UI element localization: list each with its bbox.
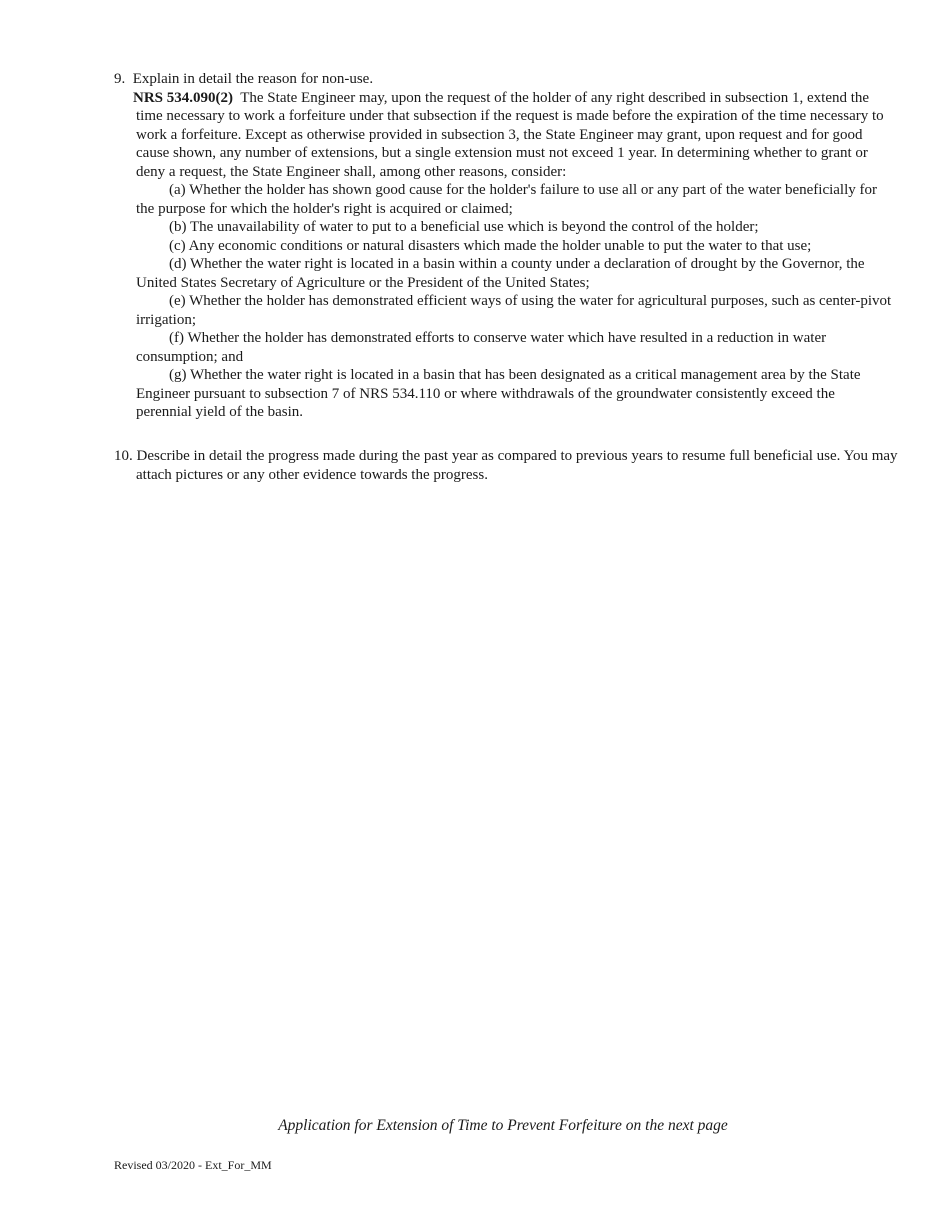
nrs-item-b: (b) The unavailability of water to put to a beneficial use which is beyond the control of the holder;	[169, 219, 759, 235]
question-9-prompt: Explain in detail the reason for non-use.	[132, 71, 374, 87]
question-10-prompt: Describe in detail the progress made during the past year as compared to previous years to resume full beneficial use. You may attach pictures or any other evidence towards the progress.	[136, 448, 898, 483]
nrs-item-c: (c) Any economic conditions or natural disasters which made the holder unable to put the water to that use;	[169, 237, 812, 254]
nrs-item-a: (a) Whether the holder has shown good cause for the holder's failure to use all or any part of the water beneficially for the purpose for which the holder's right is acquired or claimed;	[136, 182, 877, 217]
revision-label: Revised 03/2020 - Ext_For_MM	[114, 1158, 272, 1172]
question-10-number: 10.	[114, 448, 133, 464]
nrs-statute-excerpt	[133, 89, 892, 422]
nrs-item-d: (d) Whether the water right is located in a basin within a county under a declaration of drought by the Governor, the United States Secretary of Agriculture or the President of the United States;	[136, 256, 865, 291]
question-9-heading	[114, 70, 904, 89]
question-10-heading	[114, 447, 904, 484]
nrs-item-e: (e) Whether the holder has demonstrated efficient ways of using the water for agricultural purposes, such as center-pivot irrigation;	[136, 293, 892, 328]
nrs-intro-paragraph	[133, 89, 892, 182]
nrs-item-g: (g) Whether the water right is located in a basin that has been designated as a critical management area by the State Engineer pursuant to subsection 7 of NRS 534.110 or where withdrawals of the groundwater consistently exceed the perennial yield of the basin.	[136, 367, 861, 420]
question-9-number: 9.	[114, 71, 126, 87]
nrs-item-f: (f) Whether the holder has demonstrated efforts to conserve water which have resulted in a reduction in water consumption; and	[136, 330, 827, 365]
question-9	[114, 70, 904, 422]
question-10	[114, 447, 904, 484]
nrs-citation: NRS 534.090(2)	[133, 89, 233, 106]
next-page-note: Application for Extension of Time to Prevent Forfeiture on the next page	[278, 1117, 728, 1134]
nrs-intro-text: The State Engineer may, upon the request of the holder of any right described in subsection 1, extend the time necessary to work a forfeiture under that subsection if the request is made before the expiration of the time necessary to work a forfeiture. Except as otherwise provided in subsection 3, the State Engineer may grant, upon request and for good cause shown, any number of extensions, but a single extension must not exceed 1 year. In determining whether to grant or deny a request, the State Engineer shall, among other reasons, consider:	[136, 89, 884, 180]
